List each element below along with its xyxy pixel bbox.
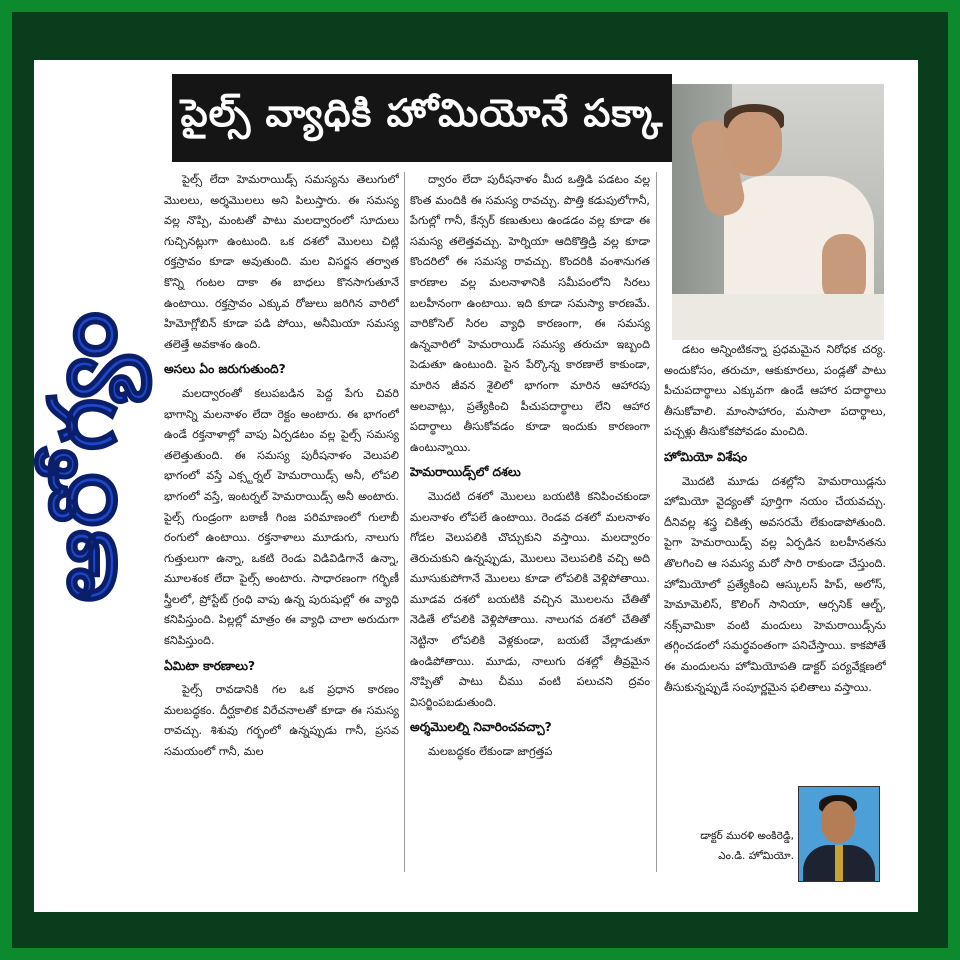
column-divider <box>656 172 657 872</box>
paragraph: డటం అన్నింటికన్నా ప్రధమమైన నిరోధక చర్య. అందుకోసం, తరుచూ, ఆకుకూరలు, పండ్లతో పాటు పీచుపదార్థాలు ఎక్కువగా ఉండే ఆహార పదార్థాలు తీసుకోవాలి. మాంసాహారం, మసాలా పదార్థాలు, పచ్చళ్లు తీసుకోకపోవడం మంచిది. <box>664 343 886 439</box>
author-name: డాక్టర్ మురళి అంకిరెడ్డి, <box>700 830 794 842</box>
article-photo <box>672 84 884 340</box>
column-logo-text: ఆరోగ్యం <box>30 309 138 603</box>
author-credit <box>668 826 794 866</box>
section-heading: అర్శమొలల్ని నివారించవచ్చా? <box>410 720 552 735</box>
column-logo <box>30 236 150 676</box>
paragraph: మొదటి దశలో మొలలు బయటికి కనిపించకుండా మలనాళం లోపలే ఉంటాయి. రెండవ దశలో మలనాళం గోడల వెలుపలికి చొచ్చుకుని వస్తాయి. మలద్వారం తెరుచుకుని ఉన్నప్పుడు, మొలలు వెలుపలికి వచ్చి అది మూసుకుపోగానే మొలలు కూడా లోపలికి వెళ్లిపోతాయి. మూడవ దశలో బయటికి వచ్చిన మొలలను చేతితో నెడితే లోపలికి వెళ్లిపోతాయి. నాలుగవ దశలో చేతితో నెట్టినా లోపలికి వెళ్లకుండా, బయటే వేల్లాడుతూ ఉండిపోతాయి. మూడు, నాలుగు దశల్లో తీవ్రమైన నొప్పితో పాటు చీము వంటి పలుచని ద్రవం విసర్జింపబడుతుంది. <box>410 489 650 709</box>
article-column-2 <box>410 170 650 875</box>
article-column-3 <box>664 340 886 770</box>
headline-banner <box>172 74 672 162</box>
section-heading: ఏమిటా కారణాలు? <box>164 658 256 673</box>
section-heading: హెమరాయిడ్స్‌లో దశలు <box>410 465 521 480</box>
author-photo <box>798 786 880 882</box>
paragraph: పైల్స్ లేదా హెమరాయిడ్స్ సమస్యను తెలుగులో మొలలు, అర్శమొలలు అని పిలుస్తారు. ఈ సమస్య వల్ల నొప్పి, మంటతో పాటు మలద్వారంలో సూదులు గుచ్చినట్లుగా ఉంటుంది. ఒక దశలో మొలలు చిట్లి రక్తస్రావం కూడా అవుతుంది. మల విసర్జన తర్వాత కొన్ని గంటల దాకా ఈ బాధలు కొనసాగుతూనే ఉంటాయి. రక్తస్రావం ఎక్కువ రోజులు జరిగిన వారిలో హిమోగ్లోబిన్ కూడా పడి పోయి, అనీమియా సమస్య తలెత్తే అవకాశం ఉంది. <box>164 173 399 351</box>
paragraph: పైల్స్ రావడానికి గల ఒక ప్రధాన కారణం మలబద్ధకం. దీర్ఘకాలిక విరేచనాలతో కూడా ఈ సమస్య రావచ్చు. శిశువు గర్భంలో ఉన్నప్పుడు గానీ, ప్రసవ సమయంలో గానీ, మల <box>164 683 399 759</box>
section-heading: హోమియో విశేషం <box>664 449 748 464</box>
column-divider <box>404 172 405 872</box>
headline-text: పైల్స్ వ్యాధికి హోమియోనే పక్కా <box>180 91 664 135</box>
paragraph: మలబద్ధకం లేకుండా జాగ్రత్తప <box>428 745 553 759</box>
section-heading: అసలు ఏం జరుగుతుంది? <box>164 362 286 377</box>
article-column-1 <box>164 170 399 875</box>
paragraph: మొదటి మూడు దశల్లోని హెమరాయిడ్లను హోమియో వైద్యంతో పూర్తిగా నయం చేయవచ్చు. దీనివల్ల శస్త్ర చికిత్స అవసరమే లేకుండాపోతుంది. పైగా హెమరాయిడ్స్ వల్ల ఏర్పడిన బలహీనతను తొలగించి ఆ సమస్య మరో సారి రాకుండా చేస్తుంది. హోమియోలో ప్రత్యేకించి ఆస్కులస్ హిప్, అలోస్, హెమామెలిస్, కొలింగ్ సానియా, ఆర్సనిక్ ఆల్బ్, నక్స్‌వామికా వంటి మందులు హెమరాయిడ్స్‌ను తగ్గించడంలో సమర్థవంతంగా పనిచేస్తాయి. కాకపోతే ఈ మందులను హోమియోపతి డాక్టర్ పర్యవేక్షణలో తీసుకున్నప్పుడే సంపూర్ణమైన ఫలితాలు వస్తాయి. <box>664 474 886 694</box>
author-degree: ఎం.డి. హోమియో. <box>718 850 794 862</box>
paragraph: మలద్వారంతో కలుపబడిన పెద్ద పేగు చివరి భాగాన్ని మలనాళం లేదా రెక్టం అంటారు. ఈ భాగంలో ఉండే రక్తనాళాల్లో వాపు ఏర్పడటం వల్ల పైల్స్ సమస్య తలెత్తుతుంది. ఈ సమస్య పురీషనాళం వెలుపలి భాగంలో వస్తే ఎక్స్టర్నల్ హెమరాయిడ్స్ అనీ, లోపలి భాగంలో వస్తే, ఇంటర్నల్ హెమరాయిడ్స్ అనీ అంటారు. పైల్స్ గుండ్రంగా బఠాణీ గింజ పరిమాణంలో గులాబీ రంగులో ఉంటాయి. రక్తనాళాలు మూడుగు, నాలుగు గుత్తులుగా ఉన్నా, ఒకటి రెండు విడివిడిగానే ఉన్నా, మూలశంక లేదా పైల్స్ అంటారు. సాధారణంగా గర్భిణీ స్త్రీలలో, ప్రోస్టేట్ గ్రంధి వాపు ఉన్న పురుషుల్లో ఈ వ్యాధి కనిపిస్తుంది. పిల్లల్లో మాత్రం ఈ వ్యాధి చాలా అరుదుగా కనిపిస్తుంది. <box>164 386 399 648</box>
paragraph: ద్వారం లేదా పురీషనాళం మీద ఒత్తిడి పడటం వల్ల కొంత మందికి ఈ సమస్య రావచ్చు. పొత్తి కడుపులోగానీ, పేగుల్లో గానీ, కేన్సర్ కణుతులు ఉండడం వల్ల కూడా ఈ సమస్య తలెత్తవచ్చు. హెర్నియా ఆదికొత్తిడ్రి వల్ల కూడా కొందరిలో ఈ సమస్య రావచ్చు. కొందరికి వంశానుగత కారణాల వల్ల మలనాళానికి సమీపంలోని సిరలు బలహీనంగా ఉంటాయి. ఇది కూడా సమస్యా కారణమే. వారికోసెల్ సిరల వ్యాధి కారణంగా, ఈ సమస్య ఉన్నవారిలో హెమరాయిడ్ సమస్య తరుచూ ఇబ్బంది పెడుతూ ఉంటుంది. పైన పేర్కొన్న కారణాలే కాకుండా, మారిన జీవన శైలిలో భాగంగా మారిన ఆహారపు అలవాట్లు, ప్రత్యేకించి పీచుపదార్థాలు లేని ఆహార పదార్థాలు తీసుకోవడం కూడా ఇందుకు కారణంగా ఉంటున్నాయి. <box>410 173 650 454</box>
